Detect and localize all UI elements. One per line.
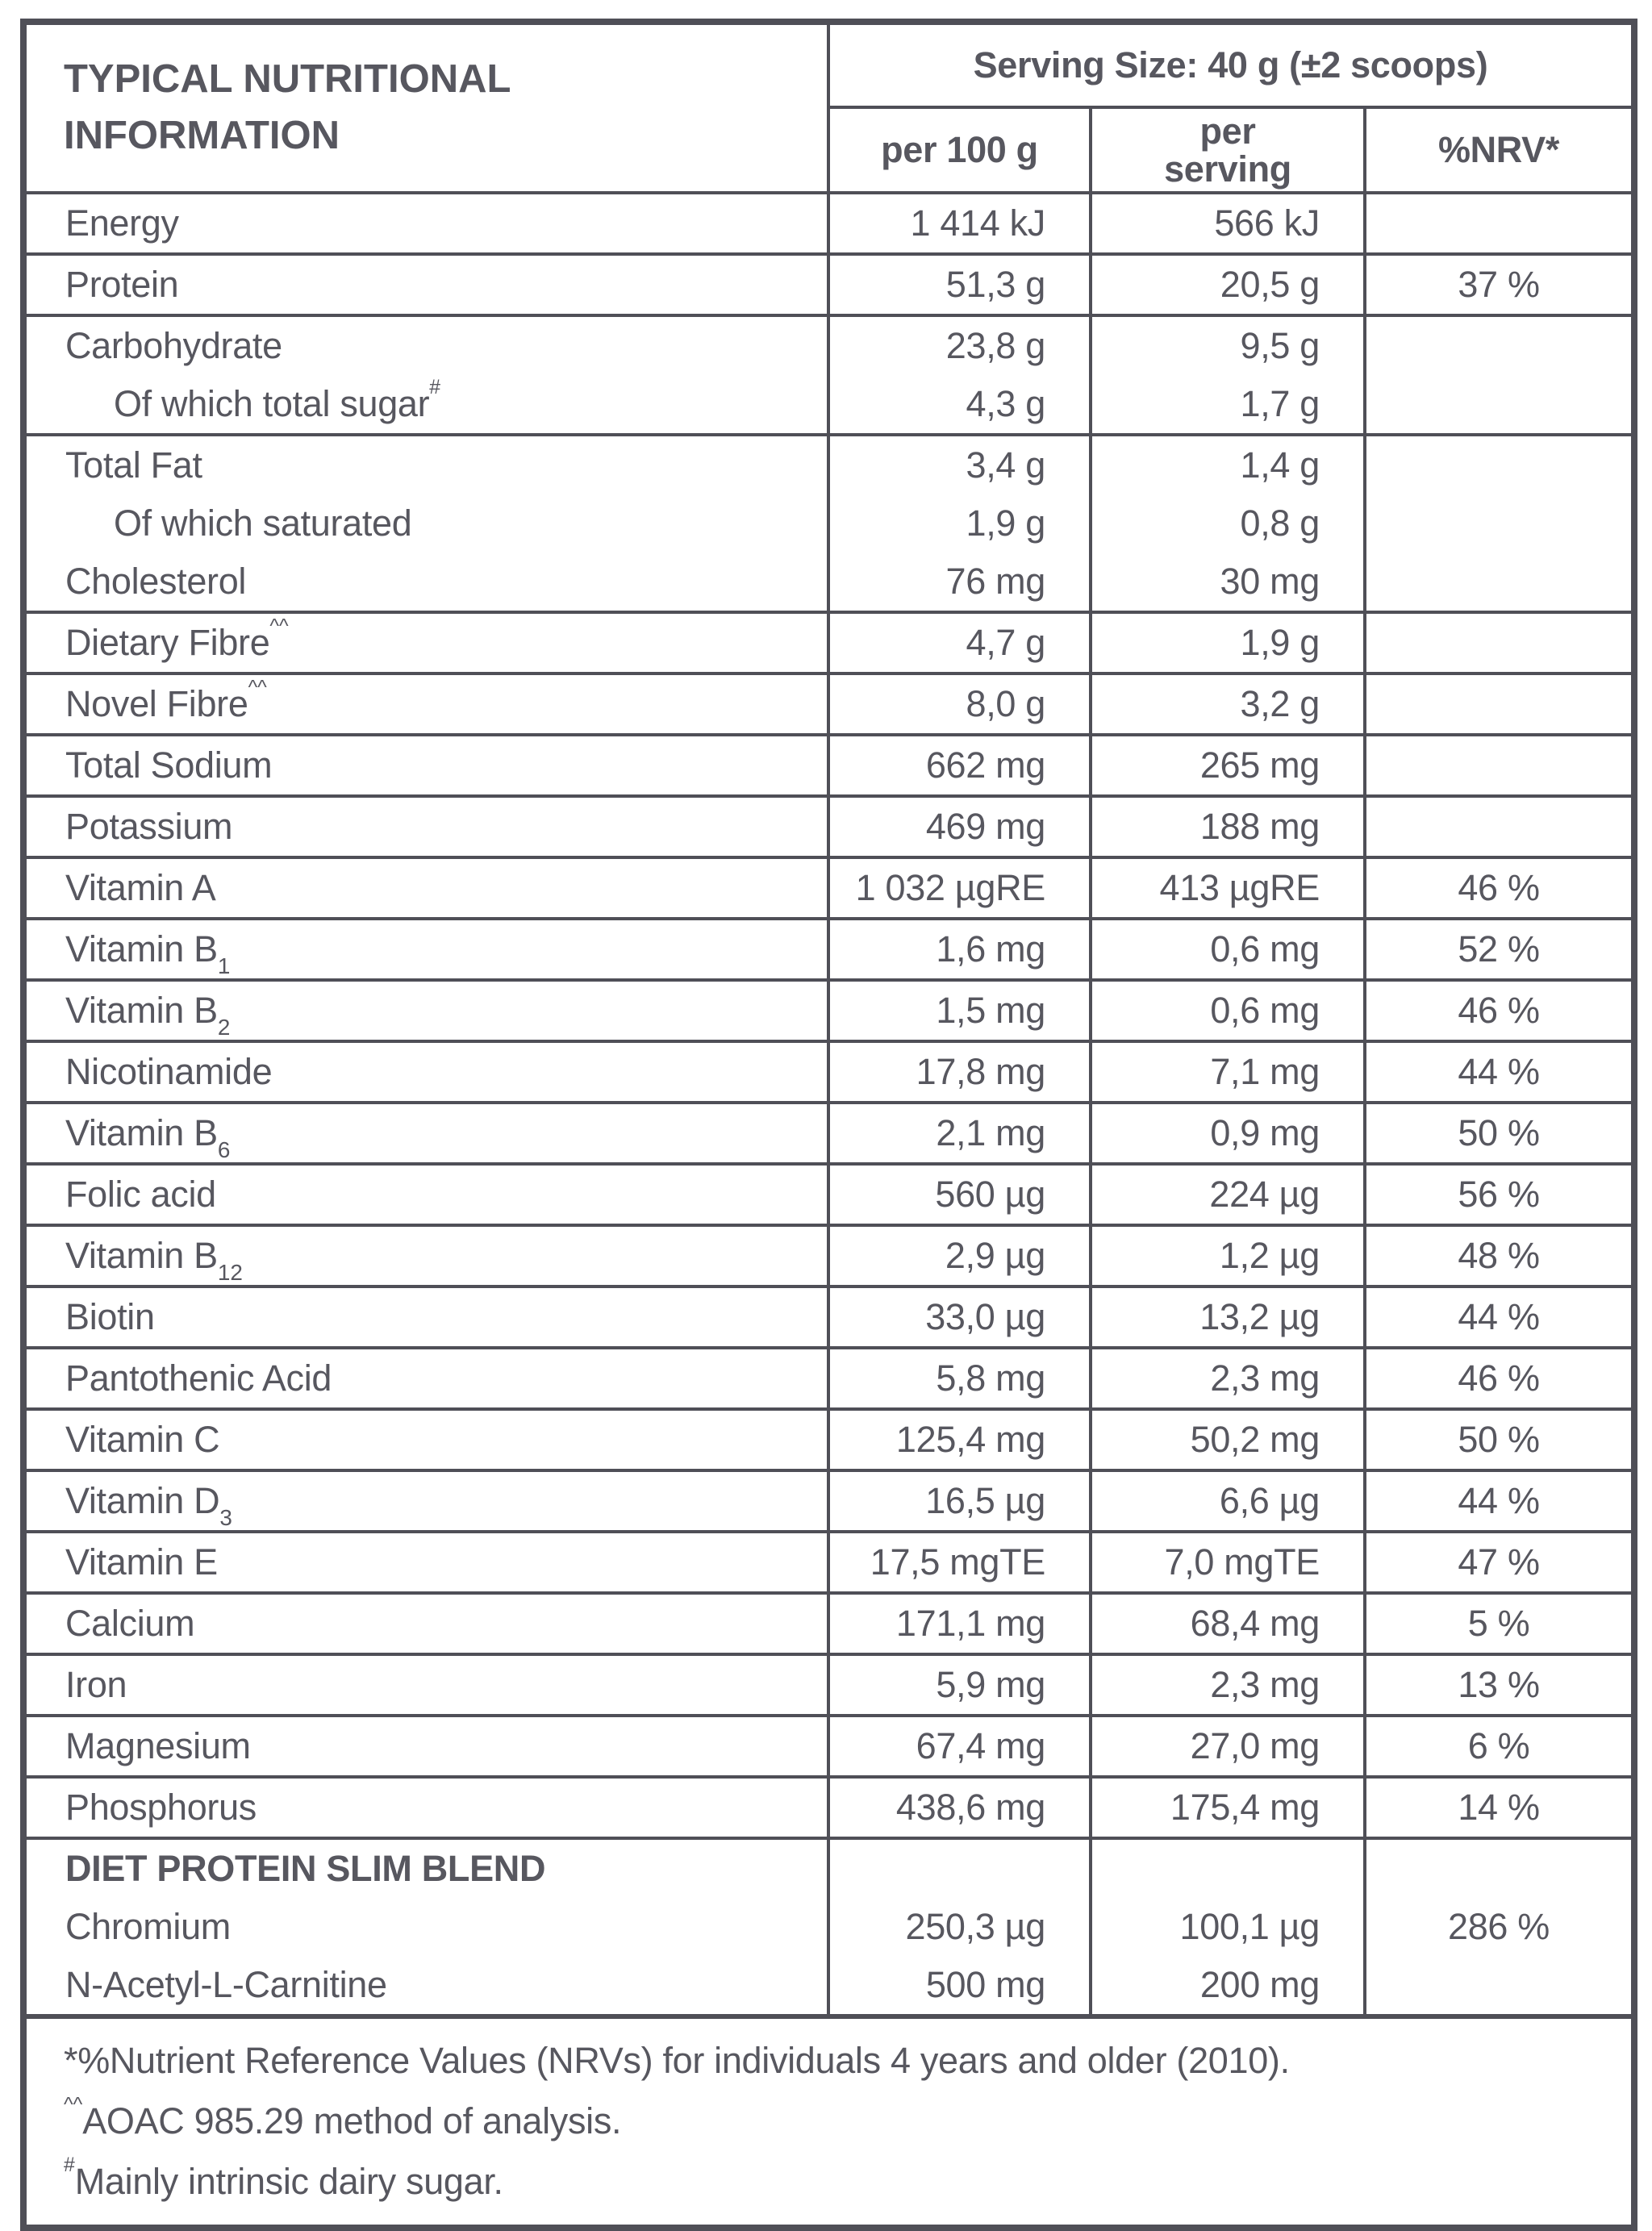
table-row <box>23 1409 1634 1470</box>
value-per-serving: 7,1 mg <box>1091 1041 1365 1103</box>
row-label: Potassium <box>23 796 828 857</box>
nutritional-information-table <box>20 19 1637 2231</box>
label-sheet <box>20 19 1637 2203</box>
value-per-serving: 13,2 µg <box>1091 1286 1365 1348</box>
column-header-per-serving: per serving <box>1091 107 1365 193</box>
value-per-100g: 51,3 g <box>828 254 1091 315</box>
row-label: Total Sodium <box>23 735 828 796</box>
value-nrv-percent <box>1365 1838 1634 1898</box>
value-per-serving: 100,1 µg <box>1091 1898 1365 1956</box>
row-label: Folic acid <box>23 1164 828 1225</box>
row-label: Biotin <box>23 1286 828 1348</box>
table-title: TYPICAL NUTRITIONAL INFORMATION <box>64 57 511 157</box>
row-label: Phosphorus <box>23 1777 828 1838</box>
value-per-100g: 76 mg <box>828 553 1091 612</box>
value-per-serving: 20,5 g <box>1091 254 1365 315</box>
footnote: ^^AOAC 985.29 method of analysis. <box>64 2093 622 2142</box>
value-nrv-percent <box>1365 796 1634 857</box>
row-label: Total Fat <box>23 435 828 494</box>
table-row <box>23 1654 1634 1716</box>
table-row <box>23 1593 1634 1654</box>
footnote: *%Nutrient Reference Values (NRVs) for individuals 4 years and older (2010). <box>64 2040 1290 2081</box>
value-nrv-percent: 56 % <box>1365 1164 1634 1225</box>
table-row <box>23 1838 1634 1898</box>
value-per-serving: 68,4 mg <box>1091 1593 1365 1654</box>
serving-size-header: Serving Size: 40 g (±2 scoops) <box>828 22 1634 107</box>
value-per-100g: 1 032 µgRE <box>828 857 1091 919</box>
table-row <box>23 735 1634 796</box>
value-per-100g: 33,0 µg <box>828 1286 1091 1348</box>
value-per-100g: 1,5 mg <box>828 980 1091 1041</box>
value-nrv-percent: 50 % <box>1365 1103 1634 1164</box>
value-nrv-percent: 44 % <box>1365 1041 1634 1103</box>
table-row <box>23 1103 1634 1164</box>
row-label: Of which saturated <box>114 502 412 544</box>
row-label: Novel Fibre^^ <box>23 673 828 735</box>
row-label: Vitamin $B_{12}$ <box>23 1225 828 1286</box>
value-nrv-percent: 14 % <box>1365 1777 1634 1838</box>
table-row <box>23 1777 1634 1838</box>
row-label: Protein <box>23 254 828 315</box>
value-per-100g: 1 414 kJ <box>828 193 1091 254</box>
value-per-100g: 17,5 mgTE <box>828 1532 1091 1593</box>
value-per-serving: 6,6 µg <box>1091 1470 1365 1532</box>
row-label: Vitamin C <box>23 1409 828 1470</box>
row-label: Vitamin $D_3$ <box>23 1470 828 1532</box>
value-per-serving: 0,6 mg <box>1091 919 1365 980</box>
value-nrv-percent: 44 % <box>1365 1286 1634 1348</box>
footnote: #Mainly intrinsic dairy sugar. <box>64 2154 503 2203</box>
value-nrv-percent <box>1365 193 1634 254</box>
value-per-100g: 4,3 g <box>828 375 1091 435</box>
value-per-100g <box>828 1838 1091 1898</box>
table-row <box>23 553 1634 612</box>
value-per-serving: 224 µg <box>1091 1164 1365 1225</box>
table-row <box>23 193 1634 254</box>
value-per-serving: 566 kJ <box>1091 193 1365 254</box>
value-per-serving: 200 mg <box>1091 1956 1365 2016</box>
value-per-100g: 1,6 mg <box>828 919 1091 980</box>
value-per-serving: 3,2 g <box>1091 673 1365 735</box>
value-per-100g: 125,4 mg <box>828 1409 1091 1470</box>
row-label: N-Acetyl-L-Carnitine <box>65 1964 387 2005</box>
value-per-100g: 560 µg <box>828 1164 1091 1225</box>
value-per-100g: 3,4 g <box>828 435 1091 494</box>
value-per-serving <box>1091 1838 1365 1898</box>
table-row <box>23 1716 1634 1777</box>
row-label: Of which total sugar# <box>114 376 441 424</box>
row-label: Vitamin E <box>23 1532 828 1593</box>
value-per-serving: 2,3 mg <box>1091 1654 1365 1716</box>
value-per-serving: 175,4 mg <box>1091 1777 1365 1838</box>
value-nrv-percent <box>1365 315 1634 375</box>
row-label: Vitamin $B_6$ <box>23 1103 828 1164</box>
row-label: Chromium <box>65 1906 231 1947</box>
value-nrv-percent: 47 % <box>1365 1532 1634 1593</box>
value-per-serving: 188 mg <box>1091 796 1365 857</box>
table-row <box>23 1348 1634 1409</box>
row-label: Iron <box>23 1654 828 1716</box>
table-row <box>23 612 1634 673</box>
value-nrv-percent: 13 % <box>1365 1654 1634 1716</box>
table-row <box>23 494 1634 553</box>
row-label: Magnesium <box>23 1716 828 1777</box>
value-per-serving: 1,7 g <box>1091 375 1365 435</box>
table-row <box>23 919 1634 980</box>
table-row <box>23 254 1634 315</box>
table-row <box>23 1898 1634 1956</box>
value-per-100g: 1,9 g <box>828 494 1091 553</box>
value-nrv-percent: 50 % <box>1365 1409 1634 1470</box>
row-label: Cholesterol <box>65 561 247 602</box>
footnotes-cell <box>23 2016 1634 2228</box>
value-nrv-percent: 48 % <box>1365 1225 1634 1286</box>
value-per-100g: 16,5 µg <box>828 1470 1091 1532</box>
header-row-serving <box>23 22 1634 107</box>
value-per-100g: 469 mg <box>828 796 1091 857</box>
value-nrv-percent <box>1365 494 1634 553</box>
value-per-serving: 27,0 mg <box>1091 1716 1365 1777</box>
value-per-100g: 500 mg <box>828 1956 1091 2016</box>
value-per-serving: 265 mg <box>1091 735 1365 796</box>
table-row <box>23 375 1634 435</box>
value-nrv-percent <box>1365 435 1634 494</box>
table-row <box>23 1041 1634 1103</box>
table-row <box>23 796 1634 857</box>
table-row <box>23 435 1634 494</box>
value-per-100g: 662 mg <box>828 735 1091 796</box>
value-nrv-percent: 286 % <box>1365 1898 1634 1956</box>
value-nrv-percent <box>1365 735 1634 796</box>
value-per-serving: 1,2 µg <box>1091 1225 1365 1286</box>
table-row <box>23 1286 1634 1348</box>
column-header-per-100g: per 100 g <box>828 107 1091 193</box>
row-label: Dietary Fibre^^ <box>23 612 828 673</box>
row-label: Nicotinamide <box>23 1041 828 1103</box>
row-label: Vitamin A <box>23 857 828 919</box>
table-row <box>23 673 1634 735</box>
table-row <box>23 315 1634 375</box>
row-label: DIET PROTEIN SLIM BLEND <box>23 1838 828 1898</box>
value-per-100g: 438,6 mg <box>828 1777 1091 1838</box>
value-per-serving: 1,9 g <box>1091 612 1365 673</box>
value-nrv-percent: 6 % <box>1365 1716 1634 1777</box>
value-per-serving: 0,9 mg <box>1091 1103 1365 1164</box>
nutrition-rows <box>23 193 1634 2016</box>
value-per-serving: 7,0 mgTE <box>1091 1532 1365 1593</box>
table-header <box>23 22 1634 193</box>
table-row <box>23 1164 1634 1225</box>
value-nrv-percent <box>1365 375 1634 435</box>
table-row <box>23 980 1634 1041</box>
value-per-serving: 2,3 mg <box>1091 1348 1365 1409</box>
value-per-serving: 30 mg <box>1091 553 1365 612</box>
value-per-100g: 2,1 mg <box>828 1103 1091 1164</box>
value-nrv-percent: 52 % <box>1365 919 1634 980</box>
value-nrv-percent: 46 % <box>1365 980 1634 1041</box>
table-row <box>23 1225 1634 1286</box>
value-nrv-percent <box>1365 553 1634 612</box>
value-per-100g: 2,9 µg <box>828 1225 1091 1286</box>
row-label: Carbohydrate <box>23 315 828 375</box>
value-per-100g: 17,8 mg <box>828 1041 1091 1103</box>
value-per-serving: 1,4 g <box>1091 435 1365 494</box>
row-label: Energy <box>23 193 828 254</box>
table-row <box>23 1470 1634 1532</box>
value-per-serving: 0,8 g <box>1091 494 1365 553</box>
value-nrv-percent: 5 % <box>1365 1593 1634 1654</box>
value-per-serving: 50,2 mg <box>1091 1409 1365 1470</box>
value-per-100g: 67,4 mg <box>828 1716 1091 1777</box>
value-per-serving: 413 µgRE <box>1091 857 1365 919</box>
value-per-serving: 0,6 mg <box>1091 980 1365 1041</box>
footnotes-row <box>23 2016 1634 2228</box>
value-nrv-percent: 37 % <box>1365 254 1634 315</box>
table-row <box>23 1532 1634 1593</box>
table-row <box>23 1956 1634 2016</box>
value-nrv-percent <box>1365 612 1634 673</box>
row-label: Pantothenic Acid <box>23 1348 828 1409</box>
value-per-100g: 250,3 µg <box>828 1898 1091 1956</box>
value-nrv-percent <box>1365 673 1634 735</box>
value-per-100g: 4,7 g <box>828 612 1091 673</box>
row-label: Vitamin $B_1$ <box>23 919 828 980</box>
row-label: Calcium <box>23 1593 828 1654</box>
value-per-100g: 23,8 g <box>828 315 1091 375</box>
value-per-100g: 5,8 mg <box>828 1348 1091 1409</box>
value-per-100g: 5,9 mg <box>828 1654 1091 1716</box>
value-per-serving: 9,5 g <box>1091 315 1365 375</box>
value-per-100g: 8,0 g <box>828 673 1091 735</box>
table-footer <box>23 2016 1634 2228</box>
column-header-nrv: %NRV* <box>1365 107 1634 193</box>
value-nrv-percent: 44 % <box>1365 1470 1634 1532</box>
value-nrv-percent <box>1365 1956 1634 2016</box>
value-per-100g: 171,1 mg <box>828 1593 1091 1654</box>
value-nrv-percent: 46 % <box>1365 857 1634 919</box>
value-nrv-percent: 46 % <box>1365 1348 1634 1409</box>
table-row <box>23 857 1634 919</box>
row-label: Vitamin $B_2$ <box>23 980 828 1041</box>
